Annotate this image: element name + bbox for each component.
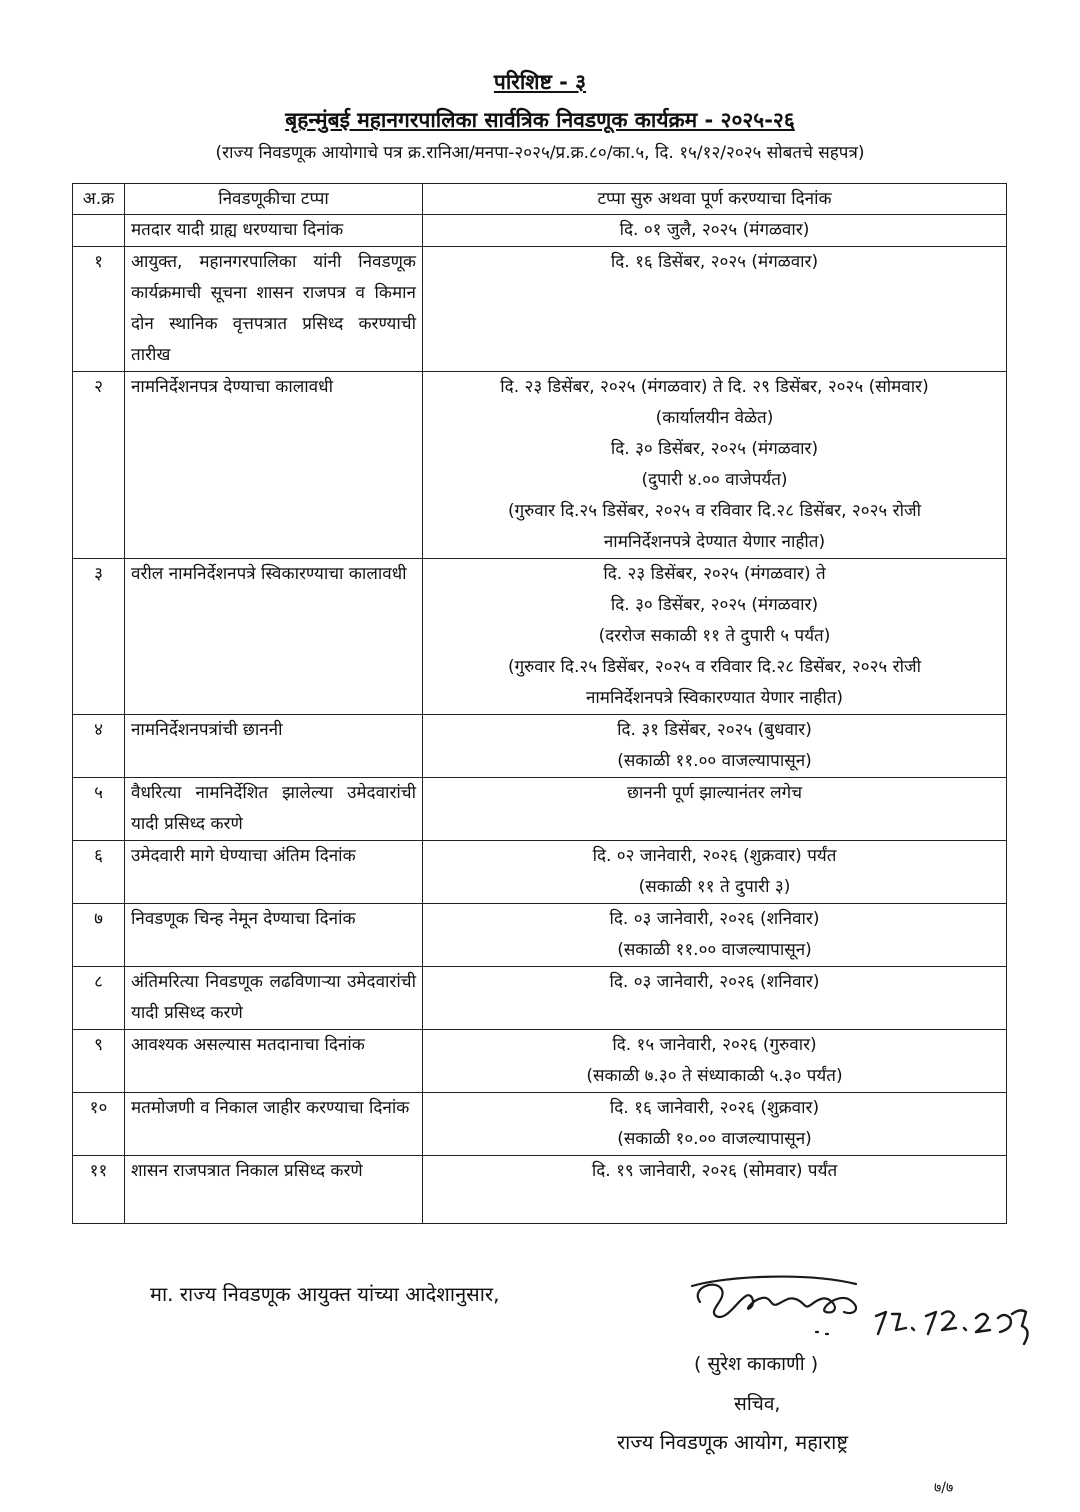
date-line: (गुरुवार दि.२५ डिसेंबर, २०२५ व रविवार दि.२८ डिसेंबर, २०२५ रोजी	[507, 501, 922, 521]
date-line: (सकाळी ११ ते दुपारी ३)	[638, 877, 791, 897]
column-header-stage: निवडणूकीचा टप्पा	[125, 184, 423, 215]
row-dates	[423, 778, 1007, 841]
row-serial-number: १०	[73, 1093, 125, 1156]
table-row	[73, 372, 1007, 559]
row-stage: मतदार यादी ग्राह्य धरण्याचा दिनांक	[125, 215, 423, 247]
row-dates	[423, 1156, 1007, 1224]
row-stage: निवडणूक चिन्ह नेमून देण्याचा दिनांक	[125, 904, 423, 967]
order-line: मा. राज्य निवडणूक आयुक्त यांच्या आदेशानुसार,	[150, 1282, 500, 1306]
row-serial-number: ८	[73, 967, 125, 1030]
row-dates	[423, 372, 1007, 559]
table-header-row	[73, 184, 1007, 215]
date-line: (कार्यालयीन वेळेत)	[655, 408, 774, 428]
row-stage: शासन राजपत्रात निकाल प्रसिध्द करणे	[125, 1156, 423, 1224]
row-stage: मतमोजणी व निकाल जाहीर करण्याचा दिनांक	[125, 1093, 423, 1156]
row-stage: नामनिर्देशनपत्र देण्याचा कालावधी	[125, 372, 423, 559]
date-line: दि. ३१ डिसेंबर, २०२५ (बुधवार)	[617, 720, 812, 740]
date-line: दि. १५ जानेवारी, २०२६ (गुरुवार)	[612, 1035, 817, 1055]
election-schedule-table	[72, 183, 1007, 1224]
date-line: दि. २३ डिसेंबर, २०२५ (मंगळवार) ते दि. २९ डिसेंबर, २०२५ (सोमवार)	[500, 377, 929, 397]
signatory-designation: सचिव,	[734, 1393, 781, 1415]
row-serial-number: २	[73, 372, 125, 559]
date-line: (सकाळी १०.०० वाजल्यापासून)	[617, 1129, 812, 1149]
row-stage: अंतिमरित्या निवडणूक लढविणाऱ्या उमेदवारांची यादी प्रसिध्द करणे	[125, 967, 423, 1030]
date-line: नामनिर्देशनपत्रे देण्यात येणार नाहीत)	[603, 532, 826, 552]
table-row	[73, 1093, 1007, 1156]
date-line: दि. ०२ जानेवारी, २०२६ (शुक्रवार) पर्यंत	[592, 846, 837, 866]
row-dates	[423, 247, 1007, 372]
row-stage: वरील नामनिर्देशनपत्रे स्विकारण्याचा कालावधी	[125, 559, 423, 715]
table-row	[73, 1030, 1007, 1093]
date-line: (सकाळी ११.०० वाजल्यापासून)	[617, 751, 812, 771]
row-dates	[423, 1030, 1007, 1093]
row-stage: वैधरित्या नामनिर्देशित झालेल्या उमेदवारांची यादी प्रसिध्द करणे	[125, 778, 423, 841]
row-serial-number: ६	[73, 841, 125, 904]
row-dates	[423, 559, 1007, 715]
row-dates	[423, 904, 1007, 967]
column-header-serial: अ.क्र	[73, 184, 125, 215]
date-line: दि. ०३ जानेवारी, २०२६ (शनिवार)	[609, 972, 820, 992]
date-line: (सकाळी ११.०० वाजल्यापासून)	[617, 940, 812, 960]
table-row	[73, 967, 1007, 1030]
document-title: बृहन्मुंबई महानगरपालिका सार्वत्रिक निवडणूक कार्यक्रम - २०२५-२६	[285, 108, 795, 132]
table-row	[73, 715, 1007, 778]
row-dates	[423, 967, 1007, 1030]
date-line: दि. १६ जानेवारी, २०२६ (शुक्रवार)	[609, 1098, 820, 1118]
date-line: छाननी पूर्ण झाल्यानंतर लगेच	[626, 783, 802, 803]
row-serial-number: ९	[73, 1030, 125, 1093]
row-serial-number: ३	[73, 559, 125, 715]
date-line: दि. ०१ जुलै, २०२५ (मंगळवार)	[619, 220, 810, 240]
row-stage: आवश्यक असल्यास मतदानाचा दिनांक	[125, 1030, 423, 1093]
row-stage: आयुक्त, महानगरपालिका यांनी निवडणूक कार्यक्रमाची सूचना शासन राजपत्र व किमान दोन स्थानिक वृत्तपत्रात प्रसिध्द करण्याची तारीख	[125, 247, 423, 372]
table-row	[73, 904, 1007, 967]
date-line: (दररोज सकाळी ११ ते दुपारी ५ पर्यंत)	[598, 626, 831, 646]
row-stage: उमेदवारी मागे घेण्याचा अंतिम दिनांक	[125, 841, 423, 904]
table-row	[73, 1156, 1007, 1224]
signatory-office: राज्य निवडणूक आयोग, महाराष्ट्र	[617, 1430, 849, 1454]
row-stage: नामनिर्देशनपत्रांची छाननी	[125, 715, 423, 778]
date-line: (गुरुवार दि.२५ डिसेंबर, २०२५ व रविवार दि.२८ डिसेंबर, २०२५ रोजी	[507, 657, 922, 677]
reference-line: (राज्य निवडणूक आयोगाचे पत्र क्र.रानिआ/मनपा-२०२५/प्र.क्र.८०/का.५, दि. १५/१२/२०२५ सोबतचे सहपत्र)	[215, 143, 865, 163]
table-row	[73, 778, 1007, 841]
signatory-name: ( सुरेश काकाणी )	[694, 1353, 819, 1375]
table-row	[73, 559, 1007, 715]
date-line: दि. ३० डिसेंबर, २०२५ (मंगळवार)	[610, 439, 819, 459]
row-serial-number	[73, 215, 125, 247]
table-row	[73, 215, 1007, 247]
page-number: ७/७	[934, 1480, 954, 1496]
annex-heading: परिशिष्ट - ३	[493, 70, 587, 94]
table-row	[73, 247, 1007, 372]
row-dates	[423, 841, 1007, 904]
date-line: दि. १६ डिसेंबर, २०२५ (मंगळवार)	[610, 252, 819, 272]
date-line: नामनिर्देशनपत्रे स्विकारण्यात येणार नाहीत)	[585, 688, 844, 708]
row-dates	[423, 1093, 1007, 1156]
date-line: दि. १९ जानेवारी, २०२६ (सोमवार) पर्यंत	[591, 1161, 838, 1181]
row-dates	[423, 215, 1007, 247]
date-line: (सकाळी ७.३० ते संध्याकाळी ५.३० पर्यंत)	[586, 1066, 843, 1086]
row-serial-number: ४	[73, 715, 125, 778]
row-dates	[423, 715, 1007, 778]
date-line: दि. ३० डिसेंबर, २०२५ (मंगळवार)	[610, 595, 819, 615]
row-serial-number: ११	[73, 1156, 125, 1224]
date-line: दि. २३ डिसेंबर, २०२५ (मंगळवार) ते	[603, 564, 826, 584]
row-serial-number: १	[73, 247, 125, 372]
date-line: (दुपारी ४.०० वाजेपर्यंत)	[641, 470, 788, 490]
table-row	[73, 841, 1007, 904]
date-line: दि. ०३ जानेवारी, २०२६ (शनिवार)	[609, 909, 820, 929]
signature-image	[686, 1270, 1046, 1360]
row-serial-number: ७	[73, 904, 125, 967]
row-serial-number: ५	[73, 778, 125, 841]
column-header-date: टप्पा सुरु अथवा पूर्ण करण्याचा दिनांक	[423, 184, 1007, 215]
